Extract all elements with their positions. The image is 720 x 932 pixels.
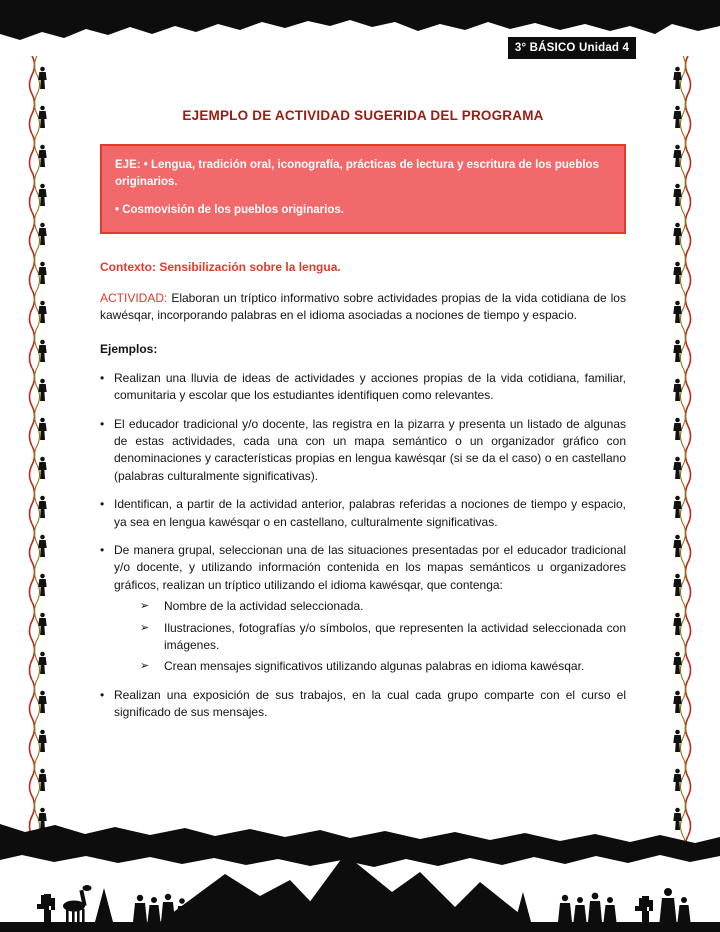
- sub-list-item-text: Ilustraciones, fotografías y/o símbolos, que representen la actividad seleccionada con imágenes.: [164, 620, 626, 652]
- sub-list-item-text: Crean mensajes significativos utilizando algunas palabras en idioma kawésqar.: [164, 659, 585, 674]
- arrow-marker: ➢: [140, 660, 150, 673]
- eje-line: EJE: • Lengua, tradición oral, iconografía, prácticas de lectura y escritura de los pueblos originarios.: [115, 158, 599, 188]
- arrow-marker: ➢: [140, 600, 150, 613]
- unit-badge: 3° BÁSICO Unidad 4: [508, 37, 636, 59]
- activity-text: Elaboran un tríptico informativo sobre actividades propias de la vida cotidiana de los kawésqar, incorporando palabras en el idioma asociadas a nociones de tiempo y espacio.: [100, 290, 626, 323]
- context-line: Contexto: Sensibilización sobre la lengua.: [100, 260, 341, 275]
- eje-line: • Cosmovisión de los pueblos originarios.: [115, 204, 344, 217]
- bullet-marker: •: [100, 370, 105, 385]
- bullet-marker: •: [100, 497, 105, 512]
- arrow-marker: ➢: [140, 621, 150, 634]
- list-item: [100, 687, 626, 722]
- list-item-text: Realizan una lluvia de ideas de actividades y acciones propias de la vida cotidiana, familiar, comunitaria y escolar que los estudiantes identifiquen como relevantes.: [114, 370, 626, 403]
- bullet-marker: •: [100, 687, 105, 702]
- footer-illustration: [0, 822, 720, 932]
- list-item: [100, 496, 626, 531]
- ejemplos-heading: Ejemplos:: [100, 342, 158, 357]
- list-item: [100, 370, 626, 405]
- bullet-marker: •: [100, 416, 105, 431]
- list-item-text: El educador tradicional y/o docente, las registra en la pizarra y presenta un listado de algunas de estas actividades, cada una con un mapa semántico o un organizador gráfico con denominaciones y características propias en lengua kawésqar (si se da el caso) o en castellano (palabras culturalmente significativas).: [114, 416, 626, 483]
- list-item-text: Identifican, a partir de la actividad anterior, palabras referidas a nociones de tiempo y espacio, ya sea en lengua kawésqar o en castellano, culturalmente significativas.: [114, 497, 626, 529]
- sub-list-item: [140, 620, 626, 655]
- right-border-ornament: [672, 56, 692, 848]
- left-border-ornament: [28, 56, 48, 848]
- list-item: [100, 416, 626, 486]
- activity-label: ACTIVIDAD:: [100, 290, 168, 305]
- list-item-text: De manera grupal, seleccionan una de las situaciones presentadas por el educador tradicional y/o docente, y utilizando información contenida en los mapas semánticos u organizadores gráficos, realizan un tríptico utilizando el idioma kawésqar, que contenga:: [114, 543, 626, 592]
- content-column: [100, 106, 626, 722]
- list-item-text: Realizan una exposición de sus trabajos, en la cual cada grupo comparte con el curso el significado de sus mensajes.: [114, 687, 626, 720]
- list-item: [100, 542, 626, 594]
- activity-paragraph: [100, 290, 626, 325]
- sub-list-item: [140, 658, 626, 675]
- page-title: EJEMPLO DE ACTIVIDAD SUGERIDA DEL PROGRAMA: [182, 108, 544, 123]
- eje-box: [100, 144, 626, 235]
- sub-list-item: [140, 598, 626, 615]
- bullet-marker: •: [100, 543, 105, 557]
- sub-list-item-text: Nombre de la actividad seleccionada.: [164, 599, 364, 614]
